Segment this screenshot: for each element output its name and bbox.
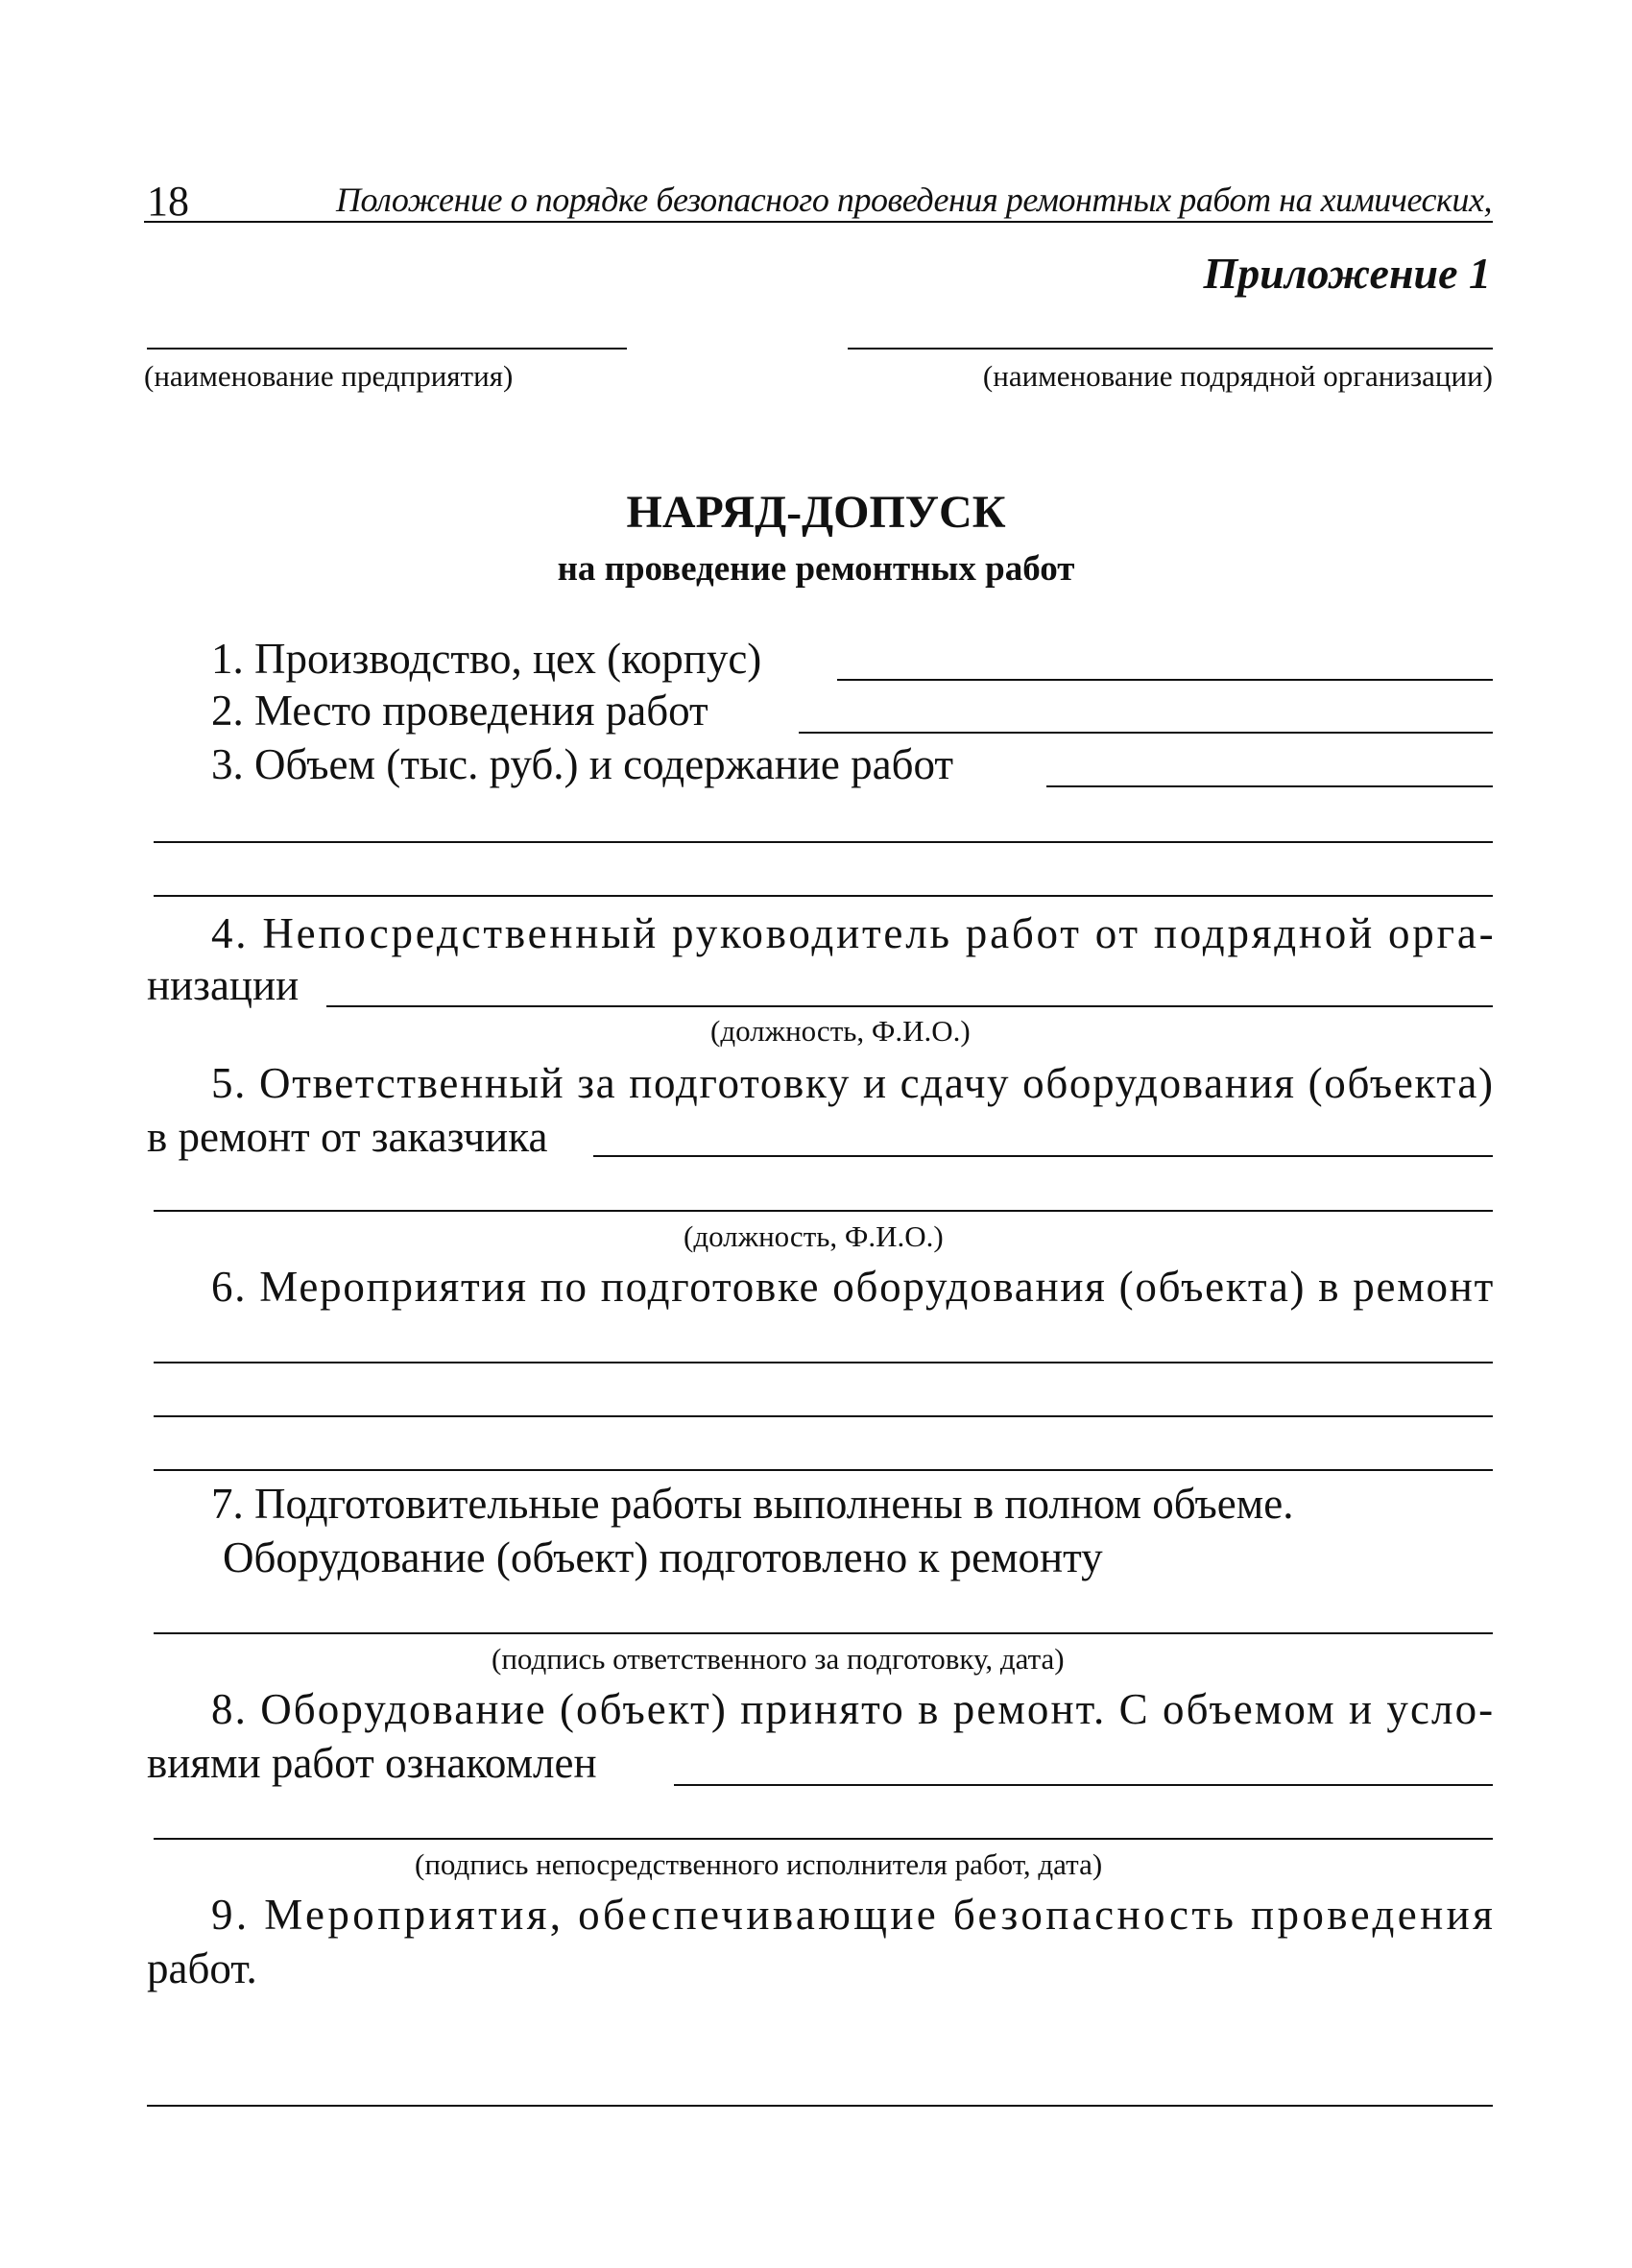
item-8-caption: (подпись непосредственного исполнителя работ, дата) [415,1847,1103,1881]
item-6-line-2[interactable] [154,1415,1493,1417]
item-3-extra-line-2[interactable] [154,895,1493,897]
item-4-caption: (должность, Ф.И.О.) [710,1014,971,1048]
item-8-field-line[interactable] [674,1784,1493,1786]
item-8-signature-line[interactable] [154,1838,1493,1840]
document-subtitle: на проведение ремонтных работ [557,549,1075,589]
item-4-label-line-1: 4. Непосредственный руководитель работ от подрядной орга- [211,909,1497,957]
item-9-label-line-1: 9. Мероприятия, обеспечивающие безопасность проведения [211,1891,1497,1939]
item-5-label-line-1: 5. Ответственный за подготовку и сдачу оборудования (объекта) [211,1059,1495,1107]
item-6-label: 6. Мероприятия по подготовке оборудования (объекта) в ремонт [211,1263,1495,1311]
item-7-caption: (подпись ответственного за подготовку, дата) [492,1642,1065,1676]
running-title: Положение о порядке безопасного проведения ремонтных работ на химических, [336,181,1493,219]
item-5-extra-line[interactable] [154,1210,1493,1212]
item-7-signature-line[interactable] [154,1632,1493,1634]
item-3-label: 3. Объем (тыс. руб.) и содержание работ [211,740,954,788]
item-9-label-line-2: работ. [147,1944,257,1992]
item-4-label-line-2: низации [147,961,300,1009]
item-2-field-line[interactable] [799,732,1493,734]
item-6-line-1[interactable] [154,1362,1493,1363]
header-rule [144,221,1493,223]
item-4-field-line[interactable] [326,1005,1493,1007]
item-5-label-line-2: в ремонт от заказчика [147,1113,548,1161]
item-8-label-line-1: 8. Оборудование (объект) принято в ремонт. С объемом и усло- [211,1685,1496,1733]
contractor-caption: (наименование подрядной организации) [982,359,1493,393]
item-7-label-line-2: Оборудование (объект) подготовлено к ремонту [223,1533,1103,1581]
appendix-label: Приложение 1 [1203,249,1491,298]
item-5-field-line[interactable] [593,1155,1493,1157]
item-6-line-3[interactable] [154,1469,1493,1471]
item-1-field-line[interactable] [837,679,1493,681]
item-5-caption: (должность, Ф.И.О.) [684,1219,944,1253]
item-3-field-line[interactable] [1046,785,1493,787]
document-title: НАРЯД-ДОПУСК [626,487,1006,538]
contractor-field-line[interactable] [848,348,1493,350]
page-number: 18 [147,178,189,225]
item-9-field-line[interactable] [147,2105,1493,2107]
enterprise-caption: (наименование предприятия) [144,359,514,393]
item-8-label-line-2: виями работ ознакомлен [147,1739,597,1787]
item-3-extra-line-1[interactable] [154,841,1493,843]
item-2-label: 2. Место проведения работ [211,687,708,735]
enterprise-field-line[interactable] [147,348,627,350]
item-7-label-line-1: 7. Подготовительные работы выполнены в полном объеме. [211,1480,1294,1528]
item-1-label: 1. Производство, цех (корпус) [211,635,762,683]
